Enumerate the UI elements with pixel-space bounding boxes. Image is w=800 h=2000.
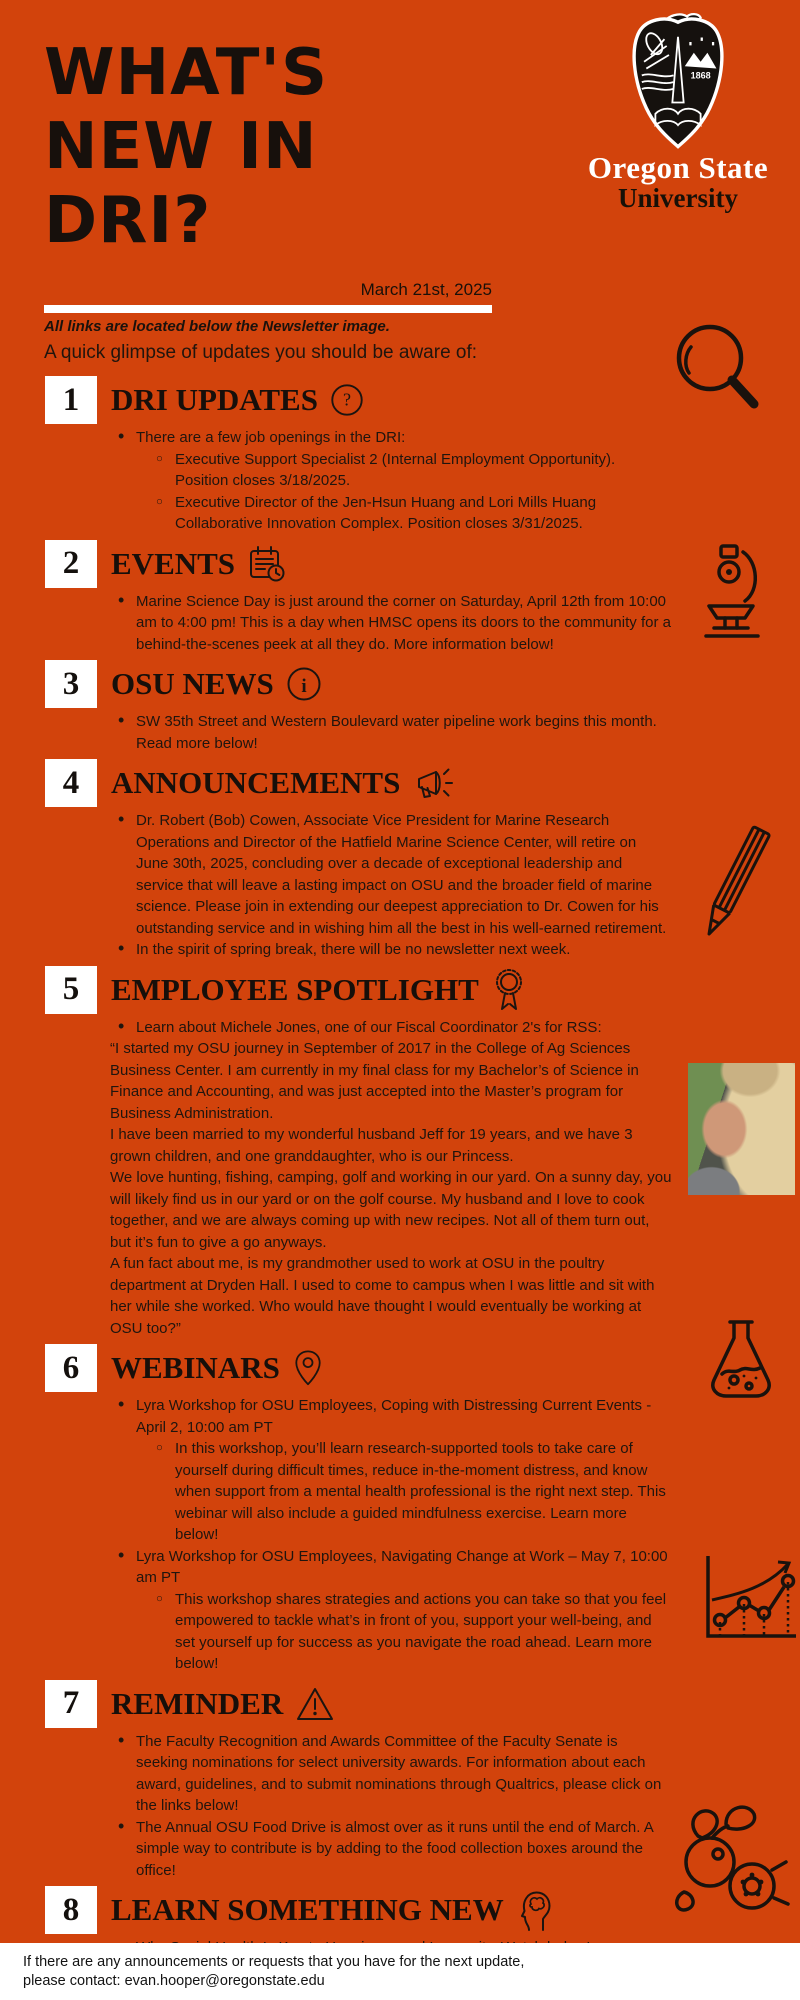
bullet-item: • Learn about Michele Jones, one of our Fiscal Coordinator 2's for RSS: [117, 1017, 672, 1039]
section-items [110, 810, 672, 961]
section-items [110, 591, 672, 656]
section-items [110, 1731, 672, 1882]
date-underline [44, 305, 492, 313]
spotlight-paragraph: I have been married to my wonderful husband Jeff for 19 years, and we have 3 grown children, and one granddaughter, who is our Princess. [110, 1126, 633, 1165]
section-number-badge: 3 [45, 660, 97, 708]
section-items [110, 1395, 672, 1675]
spotlight-paragraph: A fun fact about me, is my grandmother used to work at OSU in the poultry department at Dryden Hall. I used to come to campus when I was little and sit with her while she worked. Who would have thought I would eventually be working at OSU too?” [110, 1255, 655, 1337]
head-brain-icon [514, 1888, 554, 1932]
section-header [45, 966, 800, 1014]
section-number-badge: 1 [45, 376, 97, 424]
intro-line: A quick glimpse of updates you should be aware of: [44, 342, 478, 363]
megaphone-icon [410, 763, 456, 803]
page-title [44, 36, 328, 258]
bullet-item: • The Faculty Recognition and Awards Committee of the Faculty Senate is seeking nominations for select university awards. For information about each award, guidelines, and to submit nominations through Qualtrics, please click on the links below! [117, 1731, 672, 1817]
sections [0, 371, 800, 1962]
info-circle-icon [284, 663, 324, 705]
section-number-badge: 4 [45, 759, 97, 807]
section-header [45, 660, 800, 708]
section-title: WEBINARS [111, 1350, 280, 1385]
flask-icon [702, 1318, 778, 1421]
crest-year: 1868 [690, 70, 711, 81]
location-pin-icon [290, 1346, 326, 1390]
section-announcements [0, 759, 800, 961]
section-title: ANNOUNCEMENTS [111, 765, 401, 800]
section-number-badge: 5 [45, 966, 97, 1014]
spotlight-paragraph: We love hunting, fishing, camping, golf and working in our yard. On a sunny day, you will likely find us in our yard or on the golf course. My husband and I love to cook together, and we are always coming up with new recipes. Not all of them turn out, but it’s fun to give a go anyways. [110, 1169, 672, 1251]
bullet-item: • Dr. Robert (Bob) Cowen, Associate Vice President for Marine Research Operations and Director of the Hatfield Marine Science Center, will retire on June 30th, 2025, concluding over a decade of exceptional leadership and service that will leave a lasting impact on OSU and the broader field of marine science. Please join in extending our deepest appreciation to Dr. Cowen for his outstanding service and in wishing him all the best in his well-earned retirement. [117, 810, 672, 939]
footer-line: If there are any announcements or requests that you have for the next update, [23, 1954, 525, 1970]
pencil-icon [692, 818, 776, 957]
section-title: REMINDER [111, 1685, 284, 1721]
question-circle-icon [328, 380, 366, 420]
issue-date: March 21st, 2025 [360, 280, 492, 299]
bullet-item: • There are a few job openings in the DRI: [117, 427, 672, 449]
section-items [110, 427, 672, 535]
section-events [0, 540, 800, 656]
section-header [45, 540, 800, 588]
section-items [110, 711, 672, 754]
footer-contact: please contact: evan.hooper@oregonstate.edu [23, 1973, 325, 1989]
spotlight-paragraph: “I started my OSU journey in September of 2017 in the College of Ag Sciences Business Center. I am currently in my final class for my Bachelor’s of Science in Finance and Accounting, and was just accepted into the Master’s program for Business Administration. [110, 1040, 639, 1122]
bullet-item: • Marine Science Day is just around the corner on Saturday, April 12th from 10:00 am to 4:00 pm! This is a day when HMSC opens its doors to the community for a behind-the-scenes peek at all they do. More information below! [117, 591, 672, 656]
section-title: EMPLOYEE SPOTLIGHT [111, 971, 479, 1007]
bullet-item: • The Annual OSU Food Drive is almost over as it runs until the end of March. A simple way to contribute is by adding to the food collection boxes around the office! [117, 1817, 672, 1882]
section-osu-news [0, 660, 800, 754]
employee-photo [688, 1063, 795, 1195]
chart-icon [700, 1554, 796, 1647]
section-number-badge: 7 [45, 1680, 97, 1728]
section-header [45, 759, 800, 807]
sub-bullet-item: ○ Executive Support Specialist 2 (Internal Employment Opportunity). Position closes 3/18/2025. [156, 449, 672, 492]
section-number-badge: 6 [45, 1344, 97, 1392]
warning-triangle-icon [293, 1684, 337, 1724]
page-title-line: DRI? [44, 184, 212, 258]
page-title-line: NEW IN [44, 110, 318, 184]
sub-bullet-item: ○ Executive Director of the Jen-Hsun Huang and Lori Mills Huang Collaborative Innovation Complex. Position closes 3/31/2025. [156, 492, 672, 535]
berries-icon [668, 1798, 792, 1925]
section-title: LEARN SOMETHING NEW [111, 1892, 504, 1927]
section-title: DRI UPDATES [111, 382, 318, 417]
page-title-line: WHAT'S [44, 36, 329, 110]
section-number-badge: 2 [45, 540, 97, 588]
section-title: EVENTS [111, 545, 236, 581]
section-employee-spotlight [0, 966, 800, 1340]
award-ribbon-icon [489, 967, 529, 1013]
logo-org-name-2: University [618, 183, 738, 213]
microscope-icon [694, 544, 774, 661]
bullet-item: • Lyra Workshop for OSU Employees, Navigating Change at Work – May 7, 10:00 am PT [117, 1546, 672, 1589]
bullet-item: • Lyra Workshop for OSU Employees, Coping with Distressing Current Events - April 2, 10:00 am PT [117, 1395, 672, 1438]
section-webinars [0, 1344, 800, 1675]
search-icon [662, 316, 774, 429]
svg-text:i: i [301, 676, 307, 697]
svg-text:?: ? [342, 389, 351, 410]
bullet-item: • SW 35th Street and Western Boulevard water pipeline work begins this month. Read more below! [117, 711, 672, 754]
logo-org-name: Oregon State [587, 150, 769, 185]
section-items [110, 1017, 672, 1340]
sub-bullet-item: ○ In this workshop, you’ll learn research-supported tools to take care of yourself during difficult times, reduce in-the-moment distress, and know when support from a mental health professional is the right next step. This webinar will also include a guided mindfulness exercise. Learn more below! [156, 1438, 672, 1546]
section-number-badge: 8 [45, 1886, 97, 1934]
bullet-item: • In the spirit of spring break, there will be no newsletter next week. [117, 939, 672, 961]
calendar-clock-icon [245, 544, 289, 584]
section-title: OSU NEWS [111, 666, 274, 701]
section-header [45, 1680, 800, 1728]
links-note: All links are located below the Newsletter image. [44, 318, 390, 335]
osu-logo [556, 12, 800, 212]
sub-bullet-item: ○ This workshop shares strategies and actions you can take so that you feel empowered to tackle what’s in front of you, support your well-being, and set yourself up for success as you navigate the road ahead. Learn more below! [156, 1589, 672, 1675]
footer [0, 1943, 800, 2000]
section-header [45, 1344, 800, 1392]
osu-crest-icon [621, 12, 735, 150]
